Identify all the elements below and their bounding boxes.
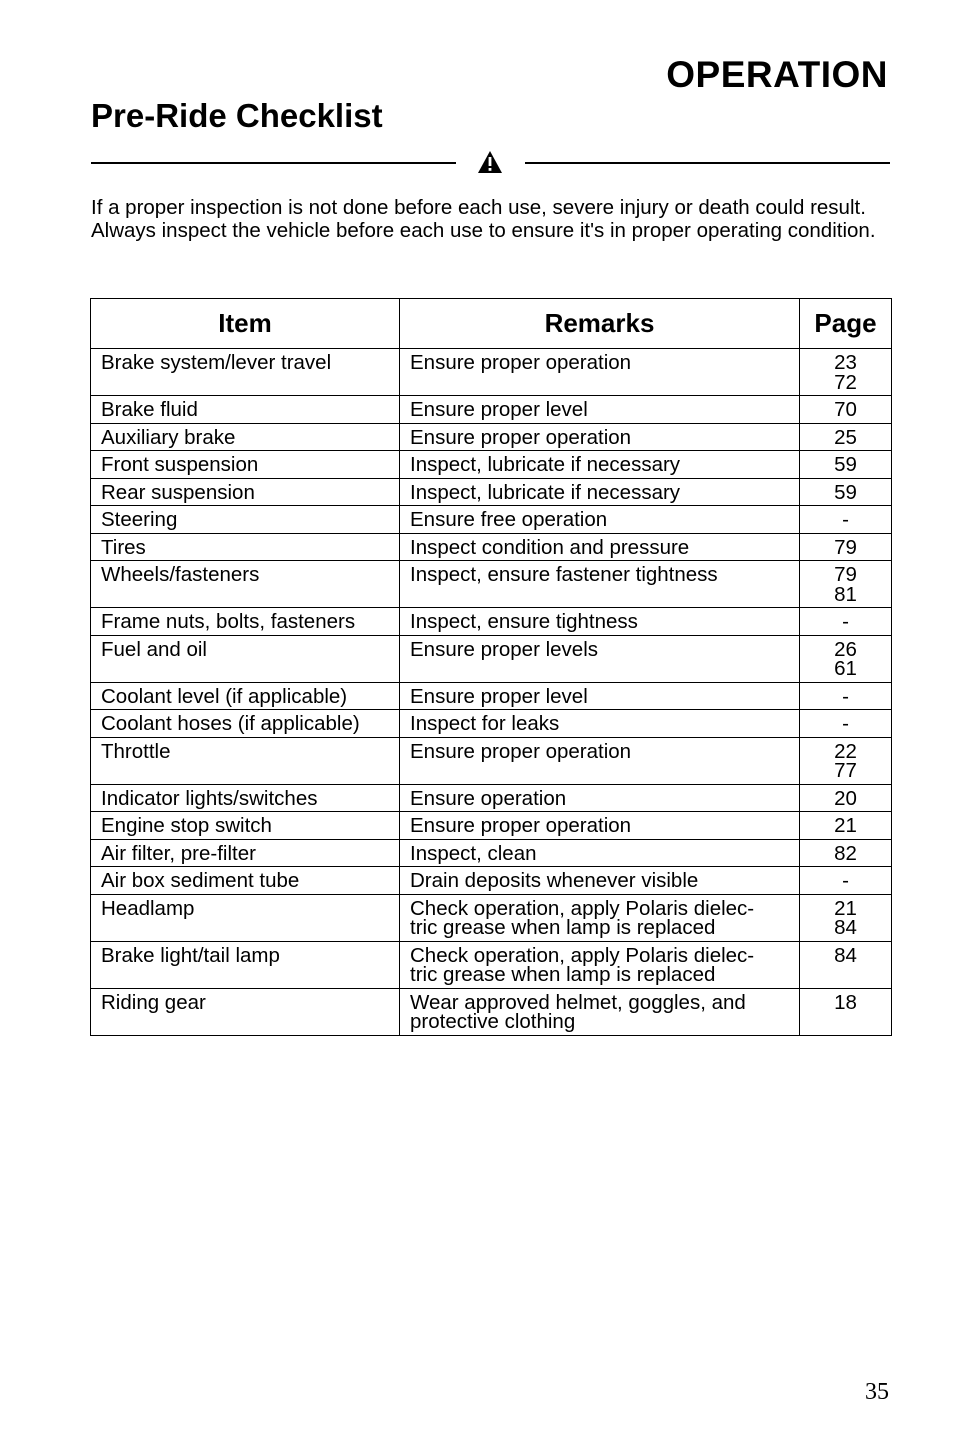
- remarks-line: Ensure proper operation: [410, 739, 632, 763]
- page-reference: 79: [834, 535, 857, 559]
- remarks-line: protective clothing: [410, 1010, 576, 1033]
- remarks-cell: [400, 533, 800, 561]
- table-row: [91, 561, 892, 608]
- page-cell: [800, 784, 892, 812]
- page-cell: [800, 451, 892, 479]
- item-cell: Headlamp: [91, 894, 400, 941]
- page-reference: -: [842, 684, 849, 708]
- page-cell: [800, 533, 892, 561]
- table-row: [91, 682, 892, 710]
- item-cell: Frame nuts, bolts, fasteners: [91, 608, 400, 636]
- page-cell: [800, 941, 892, 988]
- page-reference: 21: [834, 896, 857, 920]
- remarks-cell: [400, 608, 800, 636]
- page-reference: 25: [834, 425, 857, 449]
- remarks-cell: [400, 561, 800, 608]
- remarks-line: Ensure proper level: [410, 398, 588, 421]
- remarks-line: Wear approved helmet, goggles, and: [410, 990, 746, 1014]
- table-row: [91, 506, 892, 534]
- remarks-line: Ensure operation: [410, 786, 567, 810]
- remarks-cell: [400, 451, 800, 479]
- table-row: [91, 349, 892, 396]
- page-cell: [800, 561, 892, 608]
- remarks-line: Inspect, clean: [410, 841, 537, 865]
- table-row: [91, 710, 892, 738]
- remarks-cell: [400, 396, 800, 424]
- table-row: [91, 533, 892, 561]
- page-reference: 61: [834, 657, 857, 680]
- table-row: [91, 396, 892, 424]
- remarks-line: Inspect, ensure tightness: [410, 610, 638, 633]
- item-cell: Engine stop switch: [91, 812, 400, 840]
- table-row: [91, 894, 892, 941]
- remarks-line: Inspect condition and pressure: [410, 535, 690, 559]
- page-cell: [800, 349, 892, 396]
- item-cell: Coolant hoses (if applicable): [91, 710, 400, 738]
- remarks-line: tric grease when lamp is replaced: [410, 963, 716, 986]
- item-cell: Auxiliary brake: [91, 423, 400, 451]
- table-row: [91, 988, 892, 1035]
- table-row: [91, 423, 892, 451]
- page-number: 35: [865, 1379, 889, 1405]
- remarks-cell: [400, 941, 800, 988]
- remarks-line: Check operation, apply Polaris dielec-: [410, 896, 755, 920]
- page-reference: 26: [834, 637, 857, 661]
- page-cell: [800, 682, 892, 710]
- remarks-line: Check operation, apply Polaris dielec-: [410, 943, 755, 967]
- item-cell: Wheels/fasteners: [91, 561, 400, 608]
- table-row: [91, 451, 892, 479]
- item-cell: Indicator lights/switches: [91, 784, 400, 812]
- remarks-line: Drain deposits whenever visible: [410, 869, 699, 892]
- pre-ride-checklist-table: [90, 298, 892, 1036]
- item-cell: Riding gear: [91, 988, 400, 1035]
- remarks-line: Inspect, lubricate if necessary: [410, 480, 681, 504]
- table-row: [91, 941, 892, 988]
- item-cell: Throttle: [91, 737, 400, 784]
- page-reference: 79: [834, 563, 857, 586]
- page-cell: [800, 478, 892, 506]
- page-reference: -: [842, 712, 849, 735]
- column-header-item: Item: [91, 299, 400, 349]
- page-cell: [800, 423, 892, 451]
- page-reference: 81: [834, 582, 857, 606]
- table-row: [91, 608, 892, 636]
- page-title: Pre-Ride Checklist: [91, 97, 383, 134]
- table-header-row: [91, 299, 892, 349]
- page-cell: [800, 737, 892, 784]
- page-reference: 20: [834, 786, 857, 810]
- warning-divider-right: [525, 162, 890, 164]
- remarks-line: Ensure proper levels: [410, 637, 599, 661]
- page-cell: [800, 867, 892, 895]
- remarks-line: Ensure proper operation: [410, 425, 632, 449]
- warning-text: If a proper inspection is not done before each use, severe injury or death could result. Always inspect the vehicle before each use to ensure it's in proper operating condition.: [91, 196, 876, 242]
- page-reference: 70: [834, 398, 857, 421]
- warning-divider-left: [91, 162, 456, 164]
- table-body: [91, 349, 892, 1036]
- page-reference: 84: [834, 916, 857, 939]
- item-cell: Tires: [91, 533, 400, 561]
- column-header-remarks: Remarks: [400, 299, 800, 349]
- page-cell: [800, 506, 892, 534]
- remarks-line: Ensure proper level: [410, 684, 588, 708]
- remarks-cell: [400, 812, 800, 840]
- page-reference: 77: [834, 759, 857, 782]
- remarks-cell: [400, 867, 800, 895]
- page-cell: [800, 812, 892, 840]
- page-reference: 59: [834, 480, 857, 504]
- remarks-line: Inspect, ensure fastener tightness: [410, 563, 718, 586]
- remarks-cell: [400, 988, 800, 1035]
- remarks-cell: [400, 682, 800, 710]
- remarks-cell: [400, 635, 800, 682]
- page-reference: -: [842, 508, 849, 531]
- item-cell: Rear suspension: [91, 478, 400, 506]
- page-reference: -: [842, 869, 849, 892]
- table-row: [91, 635, 892, 682]
- page-reference: 22: [834, 739, 857, 763]
- remarks-line: Inspect, lubricate if necessary: [410, 453, 681, 476]
- table-row: [91, 737, 892, 784]
- table-row: [91, 812, 892, 840]
- remarks-line: Inspect for leaks: [410, 712, 560, 735]
- warning-triangle-icon: [477, 150, 503, 174]
- remarks-cell: [400, 784, 800, 812]
- item-cell: Fuel and oil: [91, 635, 400, 682]
- page-cell: [800, 635, 892, 682]
- page-reference: 23: [834, 351, 857, 374]
- remarks-line: tric grease when lamp is replaced: [410, 916, 716, 939]
- table-row: [91, 478, 892, 506]
- page-reference: 84: [834, 943, 857, 967]
- page-cell: [800, 988, 892, 1035]
- table-row: [91, 784, 892, 812]
- item-cell: Front suspension: [91, 451, 400, 479]
- item-cell: Coolant level (if applicable): [91, 682, 400, 710]
- item-cell: Air filter, pre-filter: [91, 839, 400, 867]
- remarks-line: Ensure free operation: [410, 508, 608, 531]
- page-cell: [800, 608, 892, 636]
- remarks-cell: [400, 349, 800, 396]
- item-cell: Brake system/lever travel: [91, 349, 400, 396]
- page-cell: [800, 710, 892, 738]
- remarks-cell: [400, 737, 800, 784]
- item-cell: Air box sediment tube: [91, 867, 400, 895]
- page-reference: 59: [834, 453, 857, 476]
- table-row: [91, 867, 892, 895]
- remarks-cell: [400, 839, 800, 867]
- page-cell: [800, 396, 892, 424]
- remarks-cell: [400, 894, 800, 941]
- table-row: [91, 839, 892, 867]
- remarks-cell: [400, 423, 800, 451]
- page-reference: 82: [834, 841, 857, 865]
- remarks-cell: [400, 506, 800, 534]
- page-reference: 21: [834, 814, 857, 837]
- page-reference: -: [842, 610, 849, 633]
- remarks-line: Ensure proper operation: [410, 814, 632, 837]
- page-cell: [800, 839, 892, 867]
- page-cell: [800, 894, 892, 941]
- remarks-cell: [400, 710, 800, 738]
- item-cell: Brake light/tail lamp: [91, 941, 400, 988]
- page-reference: 72: [834, 370, 857, 394]
- remarks-cell: [400, 478, 800, 506]
- item-cell: Steering: [91, 506, 400, 534]
- section-title: OPERATION: [666, 54, 888, 95]
- page-reference: 18: [834, 990, 857, 1014]
- remarks-line: Ensure proper operation: [410, 351, 632, 374]
- item-cell: Brake fluid: [91, 396, 400, 424]
- column-header-page: Page: [800, 299, 892, 349]
